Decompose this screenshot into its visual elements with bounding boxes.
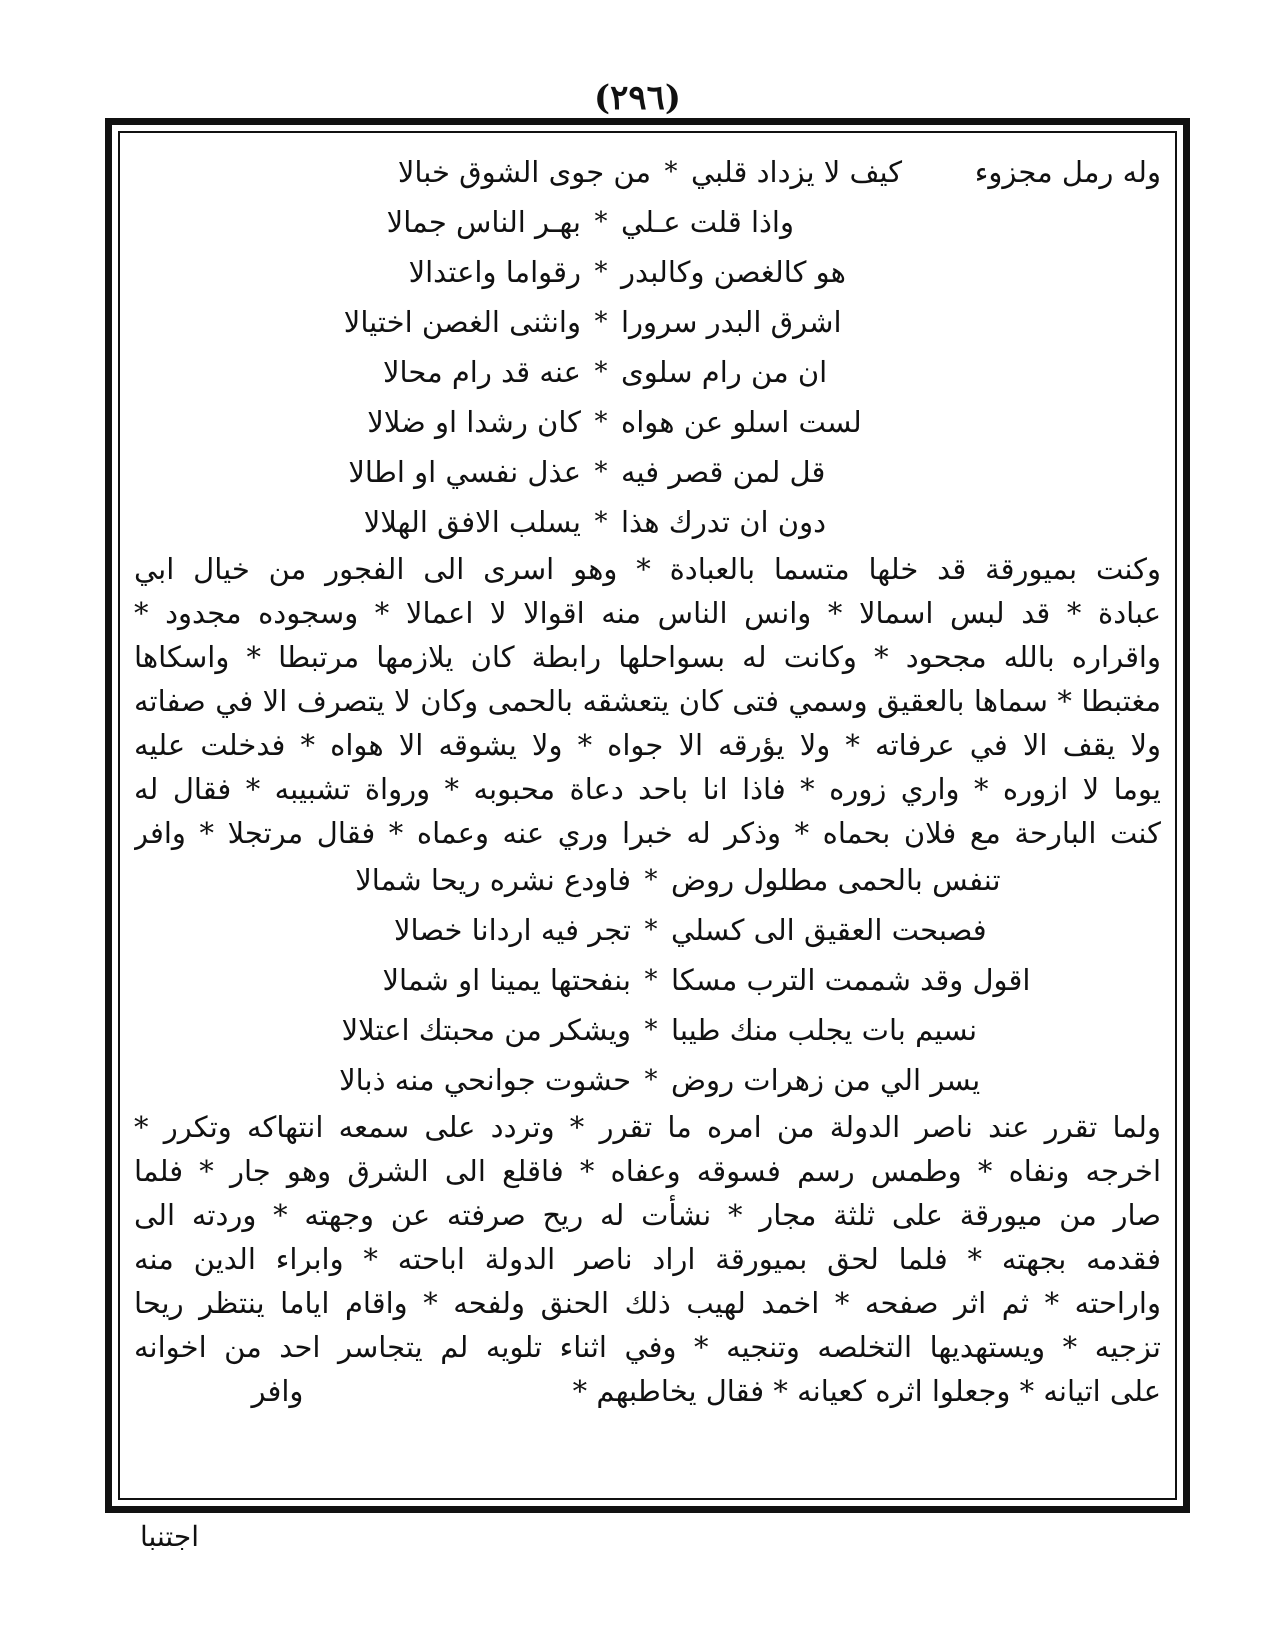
verse-separator: *: [594, 357, 608, 387]
verse-separator: *: [644, 1015, 658, 1045]
verse-left-hemistich: ويشكر من محبتك اعتلالا: [341, 1013, 631, 1047]
prose-line: صار من ميورقة على ثلثة مجار * نشأت له ريح صرفته عن وجهته * وردته الى: [134, 1198, 1161, 1232]
prose-line: وكنت بميورقة قد خلها متسما بالعبادة * وهو اسرى الى الفجور من خيال ابي: [134, 552, 1161, 586]
verse-right-hemistich: واذا قلت عـلي: [621, 205, 794, 239]
verse-right-hemistich: اقول وقد شممت الترب مسكا: [671, 963, 1031, 997]
verse-right-hemistich: لست اسلو عن هواه: [621, 405, 862, 439]
verse-right-hemistich: دون ان تدرك هذا: [621, 505, 826, 539]
poem1-verse: [134, 297, 1161, 347]
verse-separator: *: [594, 307, 608, 337]
verse-right-hemistich: هو كالغصن وكالبدر: [621, 255, 846, 289]
verse-left-hemistich: عذل نفسي او اطالا: [348, 455, 581, 489]
verse-separator: *: [644, 965, 658, 995]
verse-separator: *: [594, 457, 608, 487]
verse-left-hemistich: فاودع نشره ريحا شمالا: [355, 863, 631, 897]
verse-left-hemistich: كان رشدا او ضلالا: [367, 405, 581, 439]
catchword: اجتنبا: [140, 1520, 199, 1553]
verse-separator: *: [594, 257, 608, 287]
verse-separator: *: [644, 1065, 658, 1095]
verse-right-hemistich: فصبحت العقيق الى كسلي: [671, 913, 987, 947]
prose-line: ولا يقف الا في عرفاته * ولا يؤرقه الا جواه * ولا يشوقه الا هواه * فدخلت عليه: [134, 728, 1161, 762]
verse-separator: *: [644, 865, 658, 895]
prose-line: عبادة * قد لبس اسمالا * وانس الناس منه اقوالا لا اعمالا * وسجوده مجدود *: [134, 596, 1161, 630]
prose-line: ولما تقرر عند ناصر الدولة من امره ما تقرر * وتردد على سمعه انتهاكه وتكرر *: [134, 1110, 1161, 1144]
verse-left-hemistich: عنه قد رام محالا: [383, 355, 581, 389]
poem2-verse: [134, 1055, 1161, 1105]
verse-right-hemistich: نسيم بات يجلب منك طيبا: [671, 1013, 978, 1047]
poem1-verse: [134, 447, 1161, 497]
verse-right-hemistich: كيف لا يزداد قلبي: [691, 155, 903, 189]
verse-left-hemistich: بنفحتها يمينا او شمالا: [382, 963, 631, 997]
prose-line: تزجيه * ويستهديها التخلصه وتنجيه * وفي اثناء تلويه لم يتجاسر احد من اخوانه: [134, 1330, 1161, 1364]
verse-left-hemistich: حشوت جوانحي منه ذبالا: [339, 1063, 631, 1097]
verse-left-hemistich: من جوى الشوق خبالا: [397, 155, 651, 189]
verse-separator: *: [594, 207, 608, 237]
prose-line: واقراره بالله مجحود * وكانت له بسواحلها رابطة كان يلازمها مرتبطا * واسكاها: [134, 640, 1161, 674]
prose-line: واراحته * ثم اثر صفحه * اخمد لهيب ذلك الحنق ولفحه * واقام اياما ينتظر ريحا: [134, 1286, 1161, 1320]
prose-line: مغتبطا * سماها بالعقيق وسمي فتى كان يتعشقه بالحمى وكان لا يتصرف الا في صفاته: [134, 684, 1161, 718]
verse-right-hemistich: تنفس بالحمى مطلول روض: [671, 863, 1001, 897]
prose-line: كنت البارحة مع فلان بحماه * وذكر له خبرا وري عنه وعماه * فقال مرتجلا * وافر: [134, 816, 1161, 850]
prose-line: فقدمه بجهته * فلما لحق بميورقة اراد ناصر الدولة اباحته * وابراء الدين منه: [134, 1242, 1161, 1276]
verse-left-hemistich: يسلب الافق الهلالا: [363, 505, 581, 539]
poem2-verse: [134, 855, 1161, 905]
verse-left-hemistich: بهـر الناس جمالا: [386, 205, 581, 239]
intro-label: وله رمل مجزوء: [974, 155, 1161, 189]
verse-right-hemistich: اشرق البدر سرورا: [621, 305, 842, 339]
verse-separator: *: [594, 507, 608, 537]
verse-separator: *: [644, 915, 658, 945]
verse-separator: *: [664, 157, 678, 187]
poem1-verse: [134, 247, 1161, 297]
verse-left-hemistich: رقواما واعتدالا: [408, 255, 581, 289]
prose-last-text: على اتيانه * وجعلوا اثره كعيانه * فقال يخاطبهم *: [572, 1374, 1161, 1408]
poem1-verse: [134, 497, 1161, 547]
meter-label: وافر: [251, 1374, 304, 1408]
poem2-verse: [134, 1005, 1161, 1055]
verse-right-hemistich: يسر الي من زهرات روض: [671, 1063, 981, 1097]
poem1-verse: [134, 147, 1161, 197]
verse-separator: *: [594, 407, 608, 437]
verse-right-hemistich: قل لمن قصر فيه: [621, 455, 826, 489]
page-frame: [105, 118, 1190, 1513]
verse-left-hemistich: تجر فيه اردانا خصالا: [394, 913, 631, 947]
poem2-verse: [134, 905, 1161, 955]
verse-left-hemistich: وانثنى الغصن اختيالا: [343, 305, 581, 339]
prose-line: اخرجه ونفاه * وطمس رسم فسوقه وعفاه * فاقلع الى الشرق وهو جار * فلما: [134, 1154, 1161, 1188]
poem1-verse: [134, 347, 1161, 397]
poem2-verse: [134, 955, 1161, 1005]
poem1-verse: [134, 197, 1161, 247]
prose-line: [134, 1369, 1161, 1413]
page-content: [134, 147, 1161, 1484]
page-number: (٢٩٦): [594, 78, 681, 118]
verse-right-hemistich: ان من رام سلوى: [621, 355, 828, 389]
poem1-verse: [134, 397, 1161, 447]
prose-line: يوما لا ازوره * واري زوره * فاذا انا باحد دعاة محبوبه * ورواة تشبيبه * فقال له: [134, 772, 1161, 806]
